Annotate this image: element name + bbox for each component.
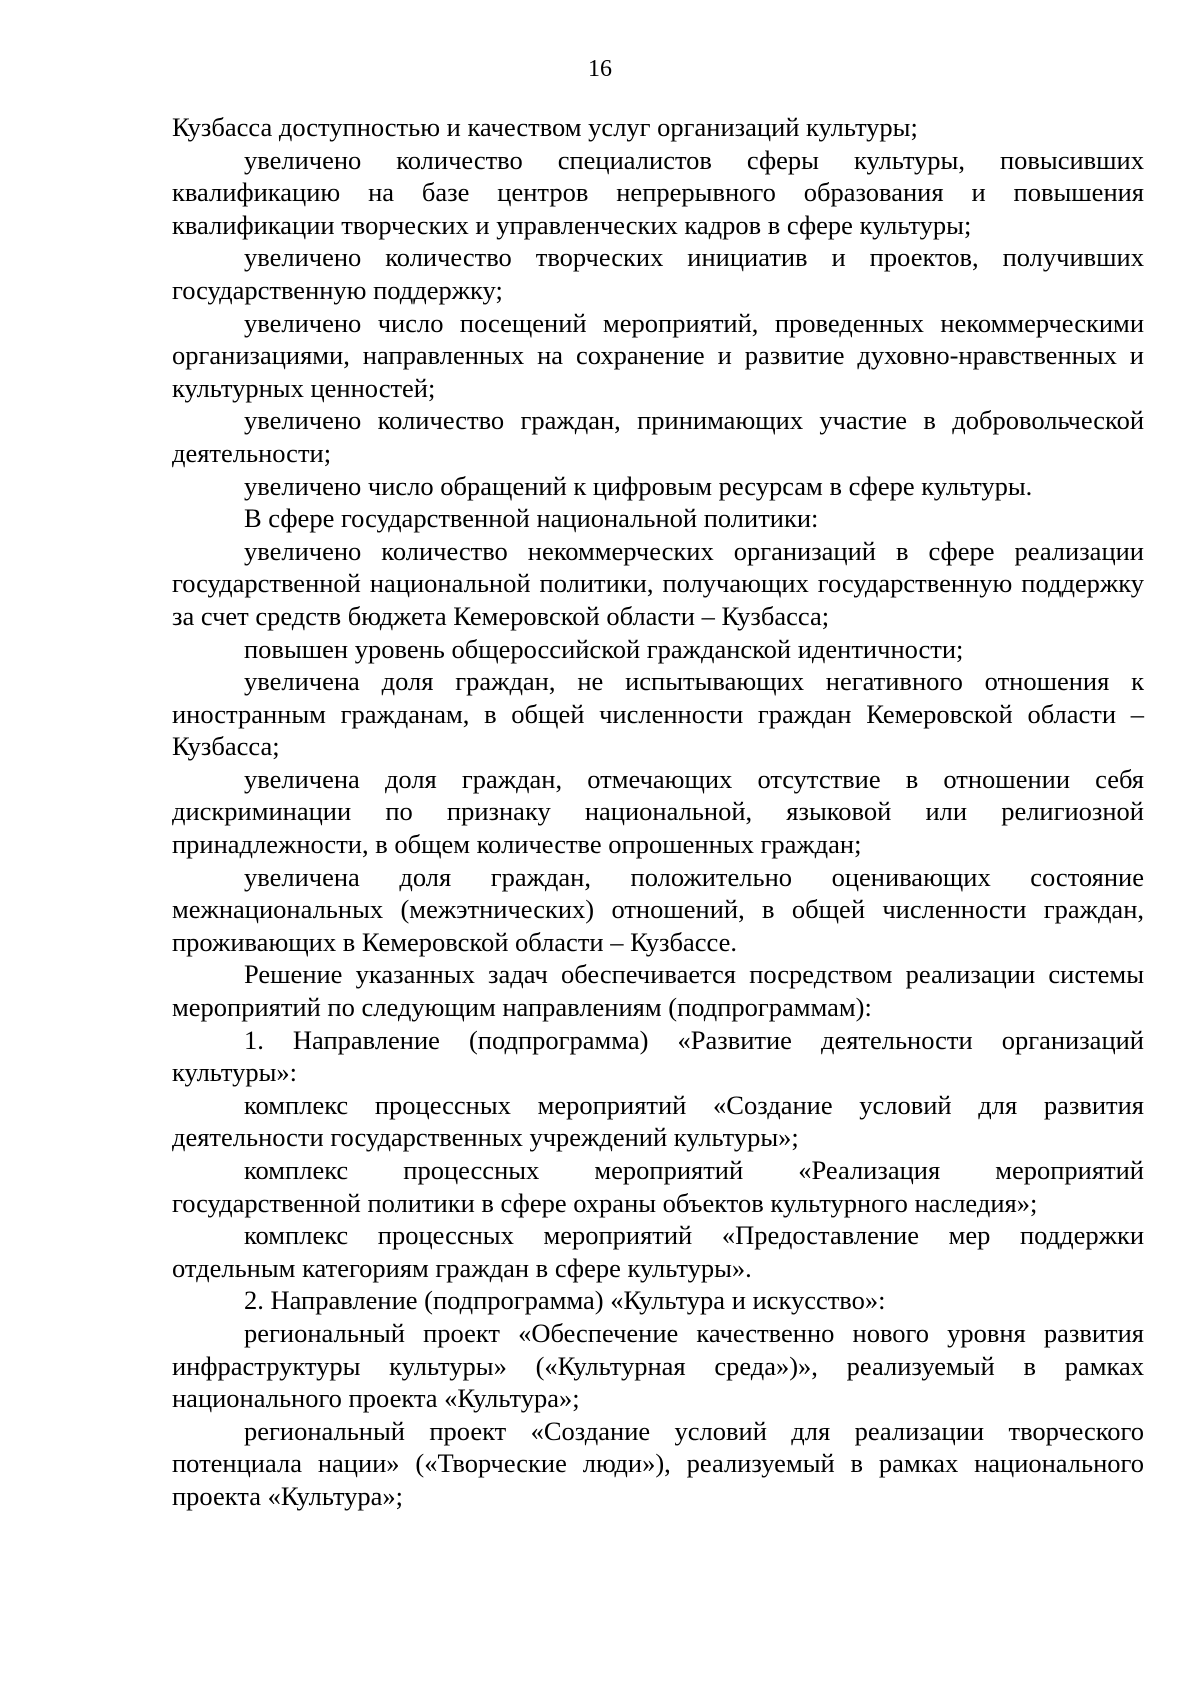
page-number: 16	[588, 56, 612, 82]
paragraph: увеличено количество творческих инициатив и проектов, получивших государственную поддержку;	[172, 242, 1144, 305]
paragraph: комплекс процессных мероприятий «Предоставление мер поддержки отдельным категориям граждан в сфере культуры».	[172, 1220, 1144, 1283]
paragraph: увеличена доля граждан, положительно оценивающих состояние межнациональных (межэтнических) отношений, в общей численности граждан, проживающих в Кемеровской области – Кузбассе.	[172, 861, 1144, 957]
paragraph: комплекс процессных мероприятий «Реализация мероприятий государственной политики в сфере охраны объектов культурного наследия»;	[172, 1155, 1144, 1218]
paragraph: увеличено число обращений к цифровым ресурсам в сфере культуры.	[244, 470, 1033, 501]
paragraph: комплекс процессных мероприятий «Создание условий для развития деятельности государственных учреждений культуры»;	[172, 1089, 1144, 1153]
section-heading: В сфере государственной национальной политики:	[244, 503, 819, 534]
paragraph: увеличено количество некоммерческих организаций в сфере реализации государственной национальной политики, получающих государственную поддержку за счет средств бюджета Кемеровской области – Кузбасса;	[172, 535, 1144, 631]
paragraph: увеличено число посещений мероприятий, проведенных некоммерческими организациями, направленных на сохранение и развитие духовно-нравственных и культурных ценностей;	[172, 307, 1144, 403]
paragraph: региональный проект «Создание условий для реализации творческого потенциала нации» («Творческие люди»), реализуемый в рамках национального проекта «Культура»;	[172, 1415, 1144, 1511]
paragraph: увеличено количество специалистов сферы культуры, повысивших квалификацию на базе центров непрерывного образования и повышения квалификации творческих и управленческих кадров в сфере культуры;	[172, 144, 1144, 240]
document-body	[172, 111, 1144, 1513]
paragraph: Решение указанных задач обеспечивается посредством реализации системы мероприятий по следующим направлениям (подпрограммам):	[172, 959, 1144, 1023]
subprogram-heading: 1. Направление (подпрограмма) «Развитие деятельности организаций культуры»:	[172, 1024, 1144, 1088]
paragraph: увеличено количество граждан, принимающих участие в добровольческой деятельности;	[172, 405, 1144, 468]
subprogram-heading: 2. Направление (подпрограмма) «Культура и искусство»:	[244, 1285, 886, 1316]
paragraph: Кузбасса доступностью и качеством услуг организаций культуры;	[172, 112, 918, 142]
paragraph: увеличена доля граждан, не испытывающих негативного отношения к иностранным гражданам, в общей численности граждан Кемеровской области – Кузбасса;	[172, 666, 1144, 762]
paragraph: увеличена доля граждан, отмечающих отсутствие в отношении себя дискриминации по признаку национальной, языковой или религиозной принадлежности, в общем количестве опрошенных граждан;	[172, 763, 1144, 860]
paragraph: региональный проект «Обеспечение качественно нового уровня развития инфраструктуры культуры» («Культурная среда»)», реализуемый в рамках национального проекта «Культура»;	[172, 1317, 1144, 1414]
paragraph: повышен уровень общероссийской гражданской идентичности;	[244, 633, 964, 664]
